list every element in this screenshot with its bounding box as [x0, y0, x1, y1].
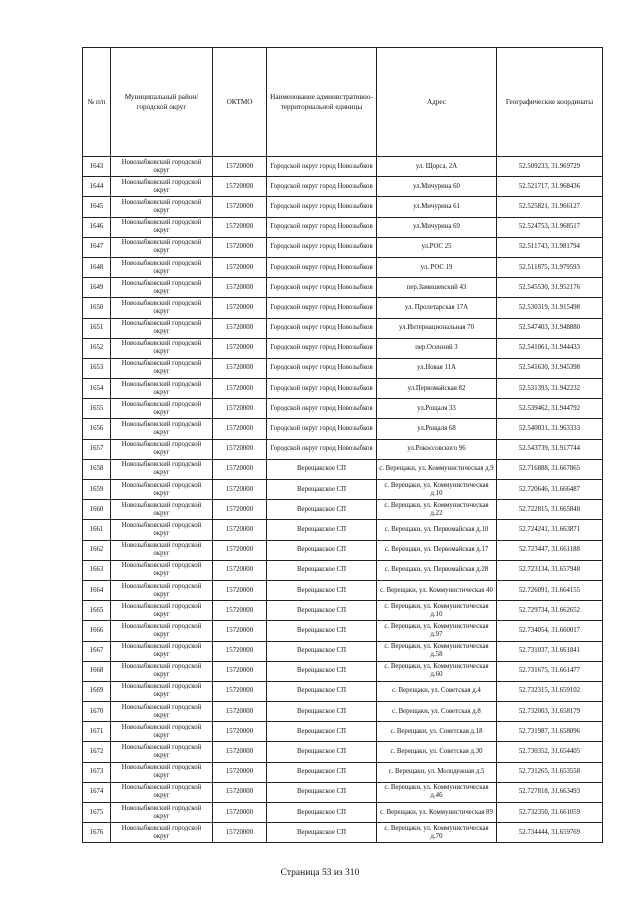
table-row — [83, 500, 603, 520]
admin-unit-cell: Городской округ город Новозыбков — [267, 358, 377, 378]
oktmo-cell: 15720000 — [213, 621, 267, 641]
municipality-cell: Новозыбковский городской округ — [111, 803, 213, 823]
address-cell: с. Верещаки, ул. Советская д.30 — [377, 742, 497, 762]
coordinates-cell: 52.543739, 31.917744 — [497, 439, 603, 459]
municipality-cell: Новозыбковский городской округ — [111, 823, 213, 843]
admin-unit-cell: Городской округ город Новозыбков — [267, 399, 377, 419]
address-cell: с. Верещаки, ул. Советская д.18 — [377, 722, 497, 742]
table-row — [83, 358, 603, 378]
row-number: 1661 — [83, 520, 111, 540]
header-coordinates: Географические координаты — [497, 48, 603, 157]
header-admin-unit: Наименование административно-территориальной единицы — [267, 48, 377, 157]
municipality-cell: Новозыбковский городской округ — [111, 702, 213, 722]
table-row — [83, 157, 603, 177]
table-row — [83, 298, 603, 318]
address-cell: ул.Первомайская 82 — [377, 379, 497, 399]
row-number: 1658 — [83, 459, 111, 479]
coordinates-cell: 52.521717, 31.968436 — [497, 177, 603, 197]
municipality-cell: Новозыбковский городской округ — [111, 257, 213, 277]
address-cell: ул. РОС 19 — [377, 257, 497, 277]
row-number: 1645 — [83, 197, 111, 217]
row-number: 1648 — [83, 257, 111, 277]
oktmo-cell: 15720000 — [213, 782, 267, 802]
municipality-cell: Новозыбковский городской округ — [111, 520, 213, 540]
oktmo-cell: 15720000 — [213, 681, 267, 701]
address-cell: ул.Новая 11А — [377, 358, 497, 378]
oktmo-cell: 15720000 — [213, 217, 267, 237]
coordinates-cell: 52.730352, 31.654405 — [497, 742, 603, 762]
document-sheet — [82, 47, 602, 843]
coordinates-cell: 52.731987, 31.658096 — [497, 722, 603, 742]
oktmo-cell: 15720000 — [213, 278, 267, 298]
coordinates-cell: 52.731265, 31.653558 — [497, 762, 603, 782]
admin-unit-cell: Городской округ город Новозыбков — [267, 439, 377, 459]
municipality-cell: Новозыбковский городской округ — [111, 480, 213, 500]
address-cell: с. Верещаки, ул. Первомайская д.10 — [377, 520, 497, 540]
oktmo-cell: 15720000 — [213, 742, 267, 762]
row-number: 1643 — [83, 157, 111, 177]
coordinates-cell: 52.541061, 31.944433 — [497, 338, 603, 358]
admin-unit-cell: Городской округ город Новозыбков — [267, 278, 377, 298]
admin-unit-cell: Городской округ город Новозыбков — [267, 318, 377, 338]
oktmo-cell: 15720000 — [213, 722, 267, 742]
row-number: 1664 — [83, 580, 111, 600]
table-row — [83, 823, 603, 843]
table-row — [83, 419, 603, 439]
coordinates-cell: 52.734444, 31.659769 — [497, 823, 603, 843]
table-body — [83, 157, 603, 843]
oktmo-cell: 15720000 — [213, 560, 267, 580]
row-number: 1675 — [83, 803, 111, 823]
municipality-cell: Новозыбковский городской округ — [111, 439, 213, 459]
row-number: 1652 — [83, 338, 111, 358]
coordinates-cell: 52.722815, 31.665848 — [497, 500, 603, 520]
admin-unit-cell: Городской округ город Новозыбков — [267, 217, 377, 237]
municipality-cell: Новозыбковский городской округ — [111, 157, 213, 177]
table-row — [83, 520, 603, 540]
table-row — [83, 237, 603, 257]
table-row — [83, 661, 603, 681]
municipality-cell: Новозыбковский городской округ — [111, 681, 213, 701]
address-cell: с. Верещаки, ул. Коммунистическая д.70 — [377, 823, 497, 843]
coordinates-cell: 52.511743, 31.981794 — [497, 237, 603, 257]
admin-unit-cell: Верещакское СП — [267, 762, 377, 782]
admin-unit-cell: Верещакское СП — [267, 661, 377, 681]
municipality-cell: Новозыбковский городской округ — [111, 237, 213, 257]
municipality-cell: Новозыбковский городской округ — [111, 762, 213, 782]
coordinates-cell: 52.540031, 31.963333 — [497, 419, 603, 439]
municipality-cell: Новозыбковский городской округ — [111, 641, 213, 661]
coordinates-cell: 52.524753, 31.968517 — [497, 217, 603, 237]
admin-unit-cell: Верещакское СП — [267, 580, 377, 600]
admin-unit-cell: Городской округ город Новозыбков — [267, 257, 377, 277]
municipality-cell: Новозыбковский городской округ — [111, 177, 213, 197]
admin-unit-cell: Верещакское СП — [267, 742, 377, 762]
address-cell: с. Верещаки, ул. Первомайская д.28 — [377, 560, 497, 580]
municipality-cell: Новозыбковский городской округ — [111, 197, 213, 217]
coordinates-cell: 52.541630, 31.945398 — [497, 358, 603, 378]
coordinates-cell: 52.732003, 31.658179 — [497, 702, 603, 722]
municipality-cell: Новозыбковский городской округ — [111, 278, 213, 298]
table-row — [83, 379, 603, 399]
address-cell: ул. Пролетарская 17А — [377, 298, 497, 318]
table-row — [83, 702, 603, 722]
oktmo-cell: 15720000 — [213, 439, 267, 459]
header-oktmo: ОКТМО — [213, 48, 267, 157]
oktmo-cell: 15720000 — [213, 379, 267, 399]
oktmo-cell: 15720000 — [213, 399, 267, 419]
row-number: 1670 — [83, 702, 111, 722]
coordinates-cell: 52.729734, 31.662652 — [497, 601, 603, 621]
address-cell: пер.Замишевский 43 — [377, 278, 497, 298]
address-cell: ул.Рощаля 68 — [377, 419, 497, 439]
coordinates-cell: 52.732315, 31.659102 — [497, 681, 603, 701]
address-cell: ул.Рощаля 33 — [377, 399, 497, 419]
address-cell: ул. Щорса, 2А — [377, 157, 497, 177]
oktmo-cell: 15720000 — [213, 601, 267, 621]
address-cell: ул.Мичурина 60 — [377, 177, 497, 197]
row-number: 1672 — [83, 742, 111, 762]
municipality-cell: Новозыбковский городской округ — [111, 782, 213, 802]
table-row — [83, 803, 603, 823]
row-number: 1649 — [83, 278, 111, 298]
table-row — [83, 399, 603, 419]
table-row — [83, 782, 603, 802]
admin-unit-cell: Верещакское СП — [267, 480, 377, 500]
admin-unit-cell: Верещакское СП — [267, 641, 377, 661]
table-row — [83, 580, 603, 600]
coordinates-cell: 52.547403, 31.948880 — [497, 318, 603, 338]
oktmo-cell: 15720000 — [213, 480, 267, 500]
address-cell: ул.Мичурина 69 — [377, 217, 497, 237]
municipality-cell: Новозыбковский городской округ — [111, 338, 213, 358]
row-number: 1671 — [83, 722, 111, 742]
coordinates-cell: 52.531393, 31.942232 — [497, 379, 603, 399]
coordinates-cell: 52.731675, 31.661477 — [497, 661, 603, 681]
coordinates-cell: 52.727818, 31.663493 — [497, 782, 603, 802]
table-row — [83, 601, 603, 621]
coordinates-cell: 52.545530, 31.952176 — [497, 278, 603, 298]
admin-unit-cell: Верещакское СП — [267, 621, 377, 641]
municipality-cell: Новозыбковский городской округ — [111, 298, 213, 318]
oktmo-cell: 15720000 — [213, 257, 267, 277]
municipality-cell: Новозыбковский городской округ — [111, 379, 213, 399]
admin-unit-cell: Верещакское СП — [267, 803, 377, 823]
admin-unit-cell: Верещакское СП — [267, 823, 377, 843]
coordinates-cell: 52.716888, 31.667865 — [497, 459, 603, 479]
row-number: 1654 — [83, 379, 111, 399]
header-municipality: Муниципальный район/городской округ — [111, 48, 213, 157]
oktmo-cell: 15720000 — [213, 298, 267, 318]
coordinates-cell: 52.732350, 31.661059 — [497, 803, 603, 823]
table-header-row — [83, 48, 603, 157]
oktmo-cell: 15720000 — [213, 500, 267, 520]
address-cell: ул.Интернациональная 70 — [377, 318, 497, 338]
coordinates-cell: 52.530319, 31.915498 — [497, 298, 603, 318]
municipality-cell: Новозыбковский городской округ — [111, 580, 213, 600]
coordinates-cell: 52.731037, 31.661841 — [497, 641, 603, 661]
coordinates-cell: 52.539462, 31.944792 — [497, 399, 603, 419]
row-number: 1668 — [83, 661, 111, 681]
admin-unit-cell: Верещакское СП — [267, 459, 377, 479]
admin-unit-cell: Городской округ город Новозыбков — [267, 237, 377, 257]
oktmo-cell: 15720000 — [213, 459, 267, 479]
municipality-cell: Новозыбковский городской округ — [111, 661, 213, 681]
admin-unit-cell: Верещакское СП — [267, 722, 377, 742]
table-row — [83, 621, 603, 641]
table-row — [83, 762, 603, 782]
coordinates-cell: 52.723447, 31.661188 — [497, 540, 603, 560]
table-row — [83, 318, 603, 338]
table-row — [83, 278, 603, 298]
oktmo-cell: 15720000 — [213, 358, 267, 378]
row-number: 1659 — [83, 480, 111, 500]
municipality-cell: Новозыбковский городской округ — [111, 459, 213, 479]
admin-unit-cell: Городской округ город Новозыбков — [267, 157, 377, 177]
address-cell: с. Верещаки, ул. Коммунистическая д.58 — [377, 641, 497, 661]
address-cell: с. Верещаки, ул. Коммунистическая д.46 — [377, 782, 497, 802]
oktmo-cell: 15720000 — [213, 197, 267, 217]
row-number: 1667 — [83, 641, 111, 661]
table-row — [83, 197, 603, 217]
admin-unit-cell: Городской округ город Новозыбков — [267, 197, 377, 217]
table-row — [83, 641, 603, 661]
row-number: 1650 — [83, 298, 111, 318]
admin-unit-cell: Верещакское СП — [267, 782, 377, 802]
address-cell: с. Верещаки, ул. Коммунистическая д.10 — [377, 601, 497, 621]
address-cell: с. Верещаки, ул. Коммунистическая 40 — [377, 580, 497, 600]
table-row — [83, 177, 603, 197]
admin-unit-cell: Верещакское СП — [267, 601, 377, 621]
table-row — [83, 681, 603, 701]
row-number: 1657 — [83, 439, 111, 459]
table-row — [83, 560, 603, 580]
oktmo-cell: 15720000 — [213, 580, 267, 600]
address-cell: пер.Осенний 3 — [377, 338, 497, 358]
municipality-cell: Новозыбковский городской округ — [111, 217, 213, 237]
table-row — [83, 439, 603, 459]
municipality-cell: Новозыбковский городской округ — [111, 621, 213, 641]
oktmo-cell: 15720000 — [213, 661, 267, 681]
coordinates-cell: 52.720646, 31.666487 — [497, 480, 603, 500]
admin-unit-cell: Верещакское СП — [267, 560, 377, 580]
oktmo-cell: 15720000 — [213, 338, 267, 358]
address-cell: ул.Мичурина 61 — [377, 197, 497, 217]
admin-unit-cell: Городской округ город Новозыбков — [267, 177, 377, 197]
admin-unit-cell: Городской округ город Новозыбков — [267, 419, 377, 439]
table-row — [83, 722, 603, 742]
row-number: 1653 — [83, 358, 111, 378]
table-row — [83, 742, 603, 762]
admin-unit-cell: Верещакское СП — [267, 500, 377, 520]
municipality-cell: Новозыбковский городской округ — [111, 601, 213, 621]
admin-unit-cell: Верещакское СП — [267, 702, 377, 722]
address-cell: с. Верещаки, ул. Коммунистическая д.22 — [377, 500, 497, 520]
address-cell: с. Верещаки, ул. Советская д.4 — [377, 681, 497, 701]
row-number: 1647 — [83, 237, 111, 257]
oktmo-cell: 15720000 — [213, 803, 267, 823]
admin-unit-cell: Верещакское СП — [267, 540, 377, 560]
coordinates-cell: 52.511875, 31.979593 — [497, 257, 603, 277]
address-cell: с. Верещаки, ул. Коммунистическая д.9 — [377, 459, 497, 479]
oktmo-cell: 15720000 — [213, 702, 267, 722]
row-number: 1656 — [83, 419, 111, 439]
coordinates-cell: 52.525821, 31.966127 — [497, 197, 603, 217]
locations-table — [82, 47, 603, 843]
row-number: 1665 — [83, 601, 111, 621]
row-number: 1676 — [83, 823, 111, 843]
oktmo-cell: 15720000 — [213, 318, 267, 338]
municipality-cell: Новозыбковский городской округ — [111, 318, 213, 338]
admin-unit-cell: Верещакское СП — [267, 520, 377, 540]
row-number: 1644 — [83, 177, 111, 197]
table-row — [83, 540, 603, 560]
table-row — [83, 338, 603, 358]
admin-unit-cell: Городской округ город Новозыбков — [267, 338, 377, 358]
address-cell: с. Верещаки, ул. Коммунистическая д.10 — [377, 480, 497, 500]
oktmo-cell: 15720000 — [213, 540, 267, 560]
row-number: 1662 — [83, 540, 111, 560]
header-number: № п/п — [83, 48, 111, 157]
oktmo-cell: 15720000 — [213, 823, 267, 843]
address-cell: ул.РОС 25 — [377, 237, 497, 257]
row-number: 1673 — [83, 762, 111, 782]
header-address: Адрес — [377, 48, 497, 157]
oktmo-cell: 15720000 — [213, 157, 267, 177]
table-row — [83, 217, 603, 237]
table-row — [83, 459, 603, 479]
oktmo-cell: 15720000 — [213, 177, 267, 197]
coordinates-cell: 52.734054, 31.660017 — [497, 621, 603, 641]
coordinates-cell: 52.726091, 31.664155 — [497, 580, 603, 600]
row-number: 1666 — [83, 621, 111, 641]
admin-unit-cell: Верещакское СП — [267, 681, 377, 701]
row-number: 1651 — [83, 318, 111, 338]
table-row — [83, 480, 603, 500]
admin-unit-cell: Городской округ город Новозыбков — [267, 379, 377, 399]
address-cell: с. Верещаки, ул. Советская д.8 — [377, 702, 497, 722]
municipality-cell: Новозыбковский городской округ — [111, 540, 213, 560]
address-cell: с. Верещаки, ул. Молодежная д.5 — [377, 762, 497, 782]
oktmo-cell: 15720000 — [213, 762, 267, 782]
address-cell: с. Верещаки, ул. Коммунистическая д.60 — [377, 661, 497, 681]
oktmo-cell: 15720000 — [213, 520, 267, 540]
oktmo-cell: 15720000 — [213, 419, 267, 439]
row-number: 1660 — [83, 500, 111, 520]
table-row — [83, 257, 603, 277]
coordinates-cell: 52.724241, 31.663871 — [497, 520, 603, 540]
oktmo-cell: 15720000 — [213, 641, 267, 661]
address-cell: с. Верещаки, ул. Первомайская д.17 — [377, 540, 497, 560]
municipality-cell: Новозыбковский городской округ — [111, 358, 213, 378]
row-number: 1663 — [83, 560, 111, 580]
address-cell: с. Верещаки, ул. Коммунистическая 89 — [377, 803, 497, 823]
oktmo-cell: 15720000 — [213, 237, 267, 257]
municipality-cell: Новозыбковский городской округ — [111, 399, 213, 419]
municipality-cell: Новозыбковский городской округ — [111, 742, 213, 762]
address-cell: с. Верещаки, ул. Коммунистическая д.97 — [377, 621, 497, 641]
municipality-cell: Новозыбковский городской округ — [111, 500, 213, 520]
page-footer: Страница 53 из 310 — [280, 868, 360, 878]
address-cell: ул.Рокоссовского 96 — [377, 439, 497, 459]
municipality-cell: Новозыбковский городской округ — [111, 560, 213, 580]
municipality-cell: Новозыбковский городской округ — [111, 419, 213, 439]
coordinates-cell: 52.723134, 31.657948 — [497, 560, 603, 580]
coordinates-cell: 52.509233, 31.969729 — [497, 157, 603, 177]
admin-unit-cell: Городской округ город Новозыбков — [267, 298, 377, 318]
row-number: 1669 — [83, 681, 111, 701]
row-number: 1674 — [83, 782, 111, 802]
row-number: 1655 — [83, 399, 111, 419]
row-number: 1646 — [83, 217, 111, 237]
municipality-cell: Новозыбковский городской округ — [111, 722, 213, 742]
